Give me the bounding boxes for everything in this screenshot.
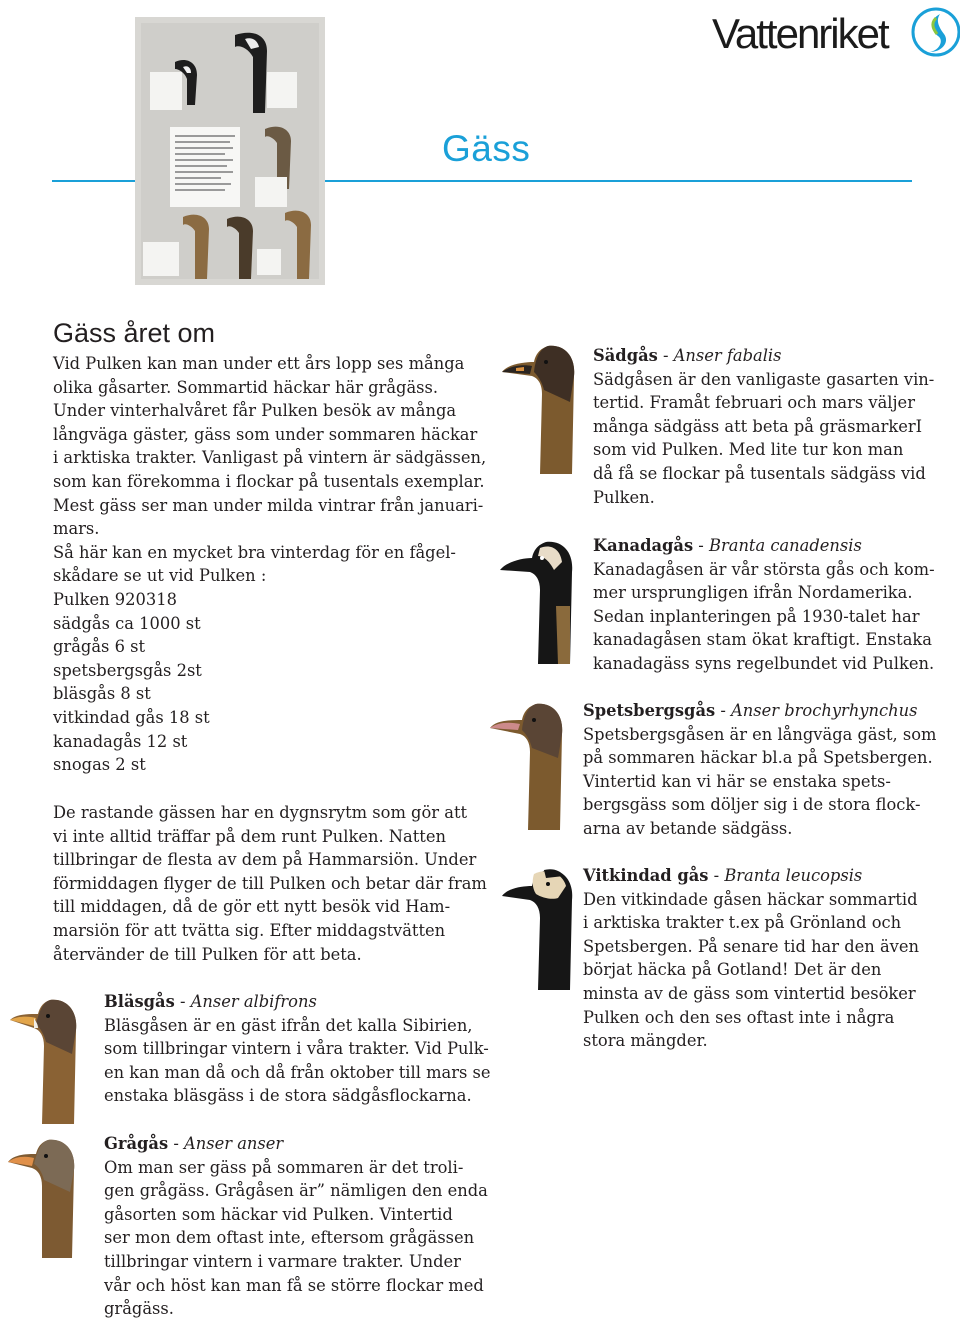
text-line: vi inte alltid träffar på dem runt Pulken. Natten xyxy=(53,826,446,846)
text-line: i arktiska trakter. Vanligast på vintern är sädgässen, xyxy=(53,448,487,468)
text-line: kanadagåsen stam ökat kraftigt. Enstaka xyxy=(593,630,932,650)
text-line: som kan förekomma i flockar på tusentals exemplar. xyxy=(53,471,485,491)
text-line: en kan man då och då från oktober till mars se xyxy=(104,1062,491,1082)
text-line: De rastande gässen har en dygnsrytm som gör att xyxy=(53,803,468,822)
text-line: som vid Pulken. Med lite tur kon man xyxy=(593,440,904,460)
text-line: långväga gäster, gäss som under sommaren häckar xyxy=(53,424,478,444)
text-line: Kanadagåsen är vår största gås och kom- xyxy=(593,559,935,579)
intro-text xyxy=(53,352,486,777)
text-line: förmiddagen flyger de till Pulken och betar där fram xyxy=(53,873,487,893)
species-latin-name: Branta leucopsis xyxy=(724,866,863,885)
text-line: Under vinterhalvåret får Pulken besök av många xyxy=(53,401,457,421)
text-line: tillbringar de flesta av dem på Hammarsiön. Under xyxy=(53,850,477,870)
text-line: arna av betande sädgäss. xyxy=(583,818,793,838)
text-line: grågås 6 st xyxy=(53,637,146,657)
species-sadgas xyxy=(593,344,934,509)
text-line: Så här kan en mycket bra vinterdag för en fågel- xyxy=(53,542,456,562)
canada-goose-head-icon xyxy=(496,536,582,670)
text-line: börjat häcka på Gotland! Det är den xyxy=(583,960,882,980)
species-name: Kanadagås xyxy=(593,536,694,555)
text-line: återvänder de till Pulken för att beta. xyxy=(53,944,362,964)
text-line: Mest gäss ser man under milda vintrar från januari- xyxy=(53,495,484,515)
text-line: snogas 2 st xyxy=(53,755,146,775)
species-kanadagas xyxy=(593,534,935,676)
greylag-goose-head-icon xyxy=(4,1134,84,1264)
species-name: Vitkindad gås xyxy=(583,866,709,885)
text-line: gen grågäss. Grågåsen är” nämligen den enda xyxy=(104,1181,488,1201)
text-line: marsiön för att tvätta sig. Efter middagstvätten xyxy=(53,920,446,940)
rhythm-text xyxy=(53,801,487,966)
text-line: Vintertid kan vi här se enstaka spets- xyxy=(583,771,891,791)
text-line: Vid Pulken kan man under ett års lopp ses många xyxy=(53,354,465,373)
species-name: Spetsbergsgås xyxy=(583,701,716,720)
text-line: Om man ser gäss på sommaren är det troli- xyxy=(104,1157,464,1177)
species-name: Grågås xyxy=(104,1134,169,1153)
text-line: Bläsgåsen är en gäst ifrån det kalla Sibirien, xyxy=(104,1015,473,1035)
text-line: olika gåsarter. Sommartid häckar här grågäss. xyxy=(53,377,439,397)
exhibit-photo xyxy=(135,17,325,285)
species-spetsbergsgas xyxy=(583,699,936,841)
text-line: ser mon dem oftast inte, eftersom grågässen xyxy=(104,1228,475,1248)
text-line: Pulken och den ses oftast inte i några xyxy=(583,1007,895,1027)
species-vitkindad-gas xyxy=(583,864,919,1053)
species-separator: - xyxy=(708,866,725,885)
text-line: spetsbergsgås 2st xyxy=(53,660,202,680)
species-separator: - xyxy=(693,536,709,555)
text-line: sädgås ca 1000 st xyxy=(53,613,201,633)
species-blasgas xyxy=(104,990,491,1108)
text-line: Spetsbergen. På senare tid har den även xyxy=(583,936,919,956)
text-line: Pulken. xyxy=(593,487,655,507)
species-separator: - xyxy=(168,1134,184,1153)
species-latin-name: Anser albifrons xyxy=(190,992,317,1011)
text-line: Pulken 920318 xyxy=(53,589,177,609)
species-separator: - xyxy=(715,701,732,720)
text-line: kanadagäss syns regelbundet vid Pulken. xyxy=(593,653,935,673)
barnacle-goose-head-icon xyxy=(496,864,582,994)
vattenriket-logo xyxy=(712,4,960,60)
text-line: kanadagås 12 st xyxy=(53,731,188,751)
text-line: vår och höst kan man få se större flockar med xyxy=(104,1275,484,1295)
text-line: grågäss. xyxy=(104,1299,174,1319)
species-gragas xyxy=(104,1132,488,1321)
text-line: på sommaren häckar bl.a på Spetsbergen. xyxy=(583,748,933,768)
species-latin-name: Branta canadensis xyxy=(708,536,862,555)
text-line: stora mängder. xyxy=(583,1031,708,1051)
species-latin-name: Anser fabalis xyxy=(673,346,782,365)
text-line: gåsorten som häckar vid Pulken. Vintertid xyxy=(104,1204,453,1224)
pink-footed-goose-head-icon xyxy=(486,698,570,836)
text-line: minsta av de gäss som vintertid besöker xyxy=(583,983,916,1003)
text-line: i arktiska trakter t.ex på Grönland och xyxy=(583,913,902,933)
text-line: skådare se ut vid Pulken : xyxy=(53,566,267,586)
text-line: vitkindad gås 18 st xyxy=(53,707,210,727)
text-line: Sedan inplanteringen på 1930-talet har xyxy=(593,606,920,626)
species-name: Bläsgås xyxy=(104,992,175,1011)
text-line: Sädgåsen är den vanligaste gasarten vin- xyxy=(593,369,935,389)
logo-wordmark: Vattenriket xyxy=(712,10,888,57)
text-line: Den vitkindade gåsen häckar sommartid xyxy=(583,889,918,909)
species-separator: - xyxy=(657,346,674,365)
section-heading: Gäss året om xyxy=(53,318,216,348)
text-line: tillbringar vintern i varmare trakter. Under xyxy=(104,1251,461,1271)
text-line: till middagen, då de gör ett nytt besök vid Ham- xyxy=(53,897,451,917)
text-line: Spetsbergsgåsen är en långväga gäst, som xyxy=(583,724,937,744)
species-latin-name: Anser brochyrhynchus xyxy=(731,701,918,720)
species-separator: - xyxy=(174,992,191,1011)
page-title: Gäss xyxy=(442,128,531,169)
text-line: då få se flockar på tusentals sädgäss vid xyxy=(593,463,926,483)
text-line: bergsgäss som döljer sig i de stora flock- xyxy=(583,795,921,815)
text-line: mer ursprungligen ifrån Nordamerika. xyxy=(593,583,913,603)
text-line: enstaka bläsgäss i de stora sädgåsflockarna. xyxy=(104,1086,472,1106)
text-line: tertid. Framåt februari och mars väljer xyxy=(593,393,915,413)
text-line: många sädgäss att beta på gräsmarkerI xyxy=(593,416,923,436)
bean-goose-head-icon xyxy=(498,340,582,480)
text-line: mars. xyxy=(53,519,100,539)
white-fronted-goose-head-icon xyxy=(4,994,84,1130)
species-name: Sädgås xyxy=(593,346,658,365)
species-latin-name: Anser anser xyxy=(184,1134,284,1153)
text-line: som tillbringar vintern i våra trakter. Vid Pulk- xyxy=(104,1039,489,1059)
text-line: bläsgås 8 st xyxy=(53,684,151,704)
water-drop-icon xyxy=(910,6,960,58)
